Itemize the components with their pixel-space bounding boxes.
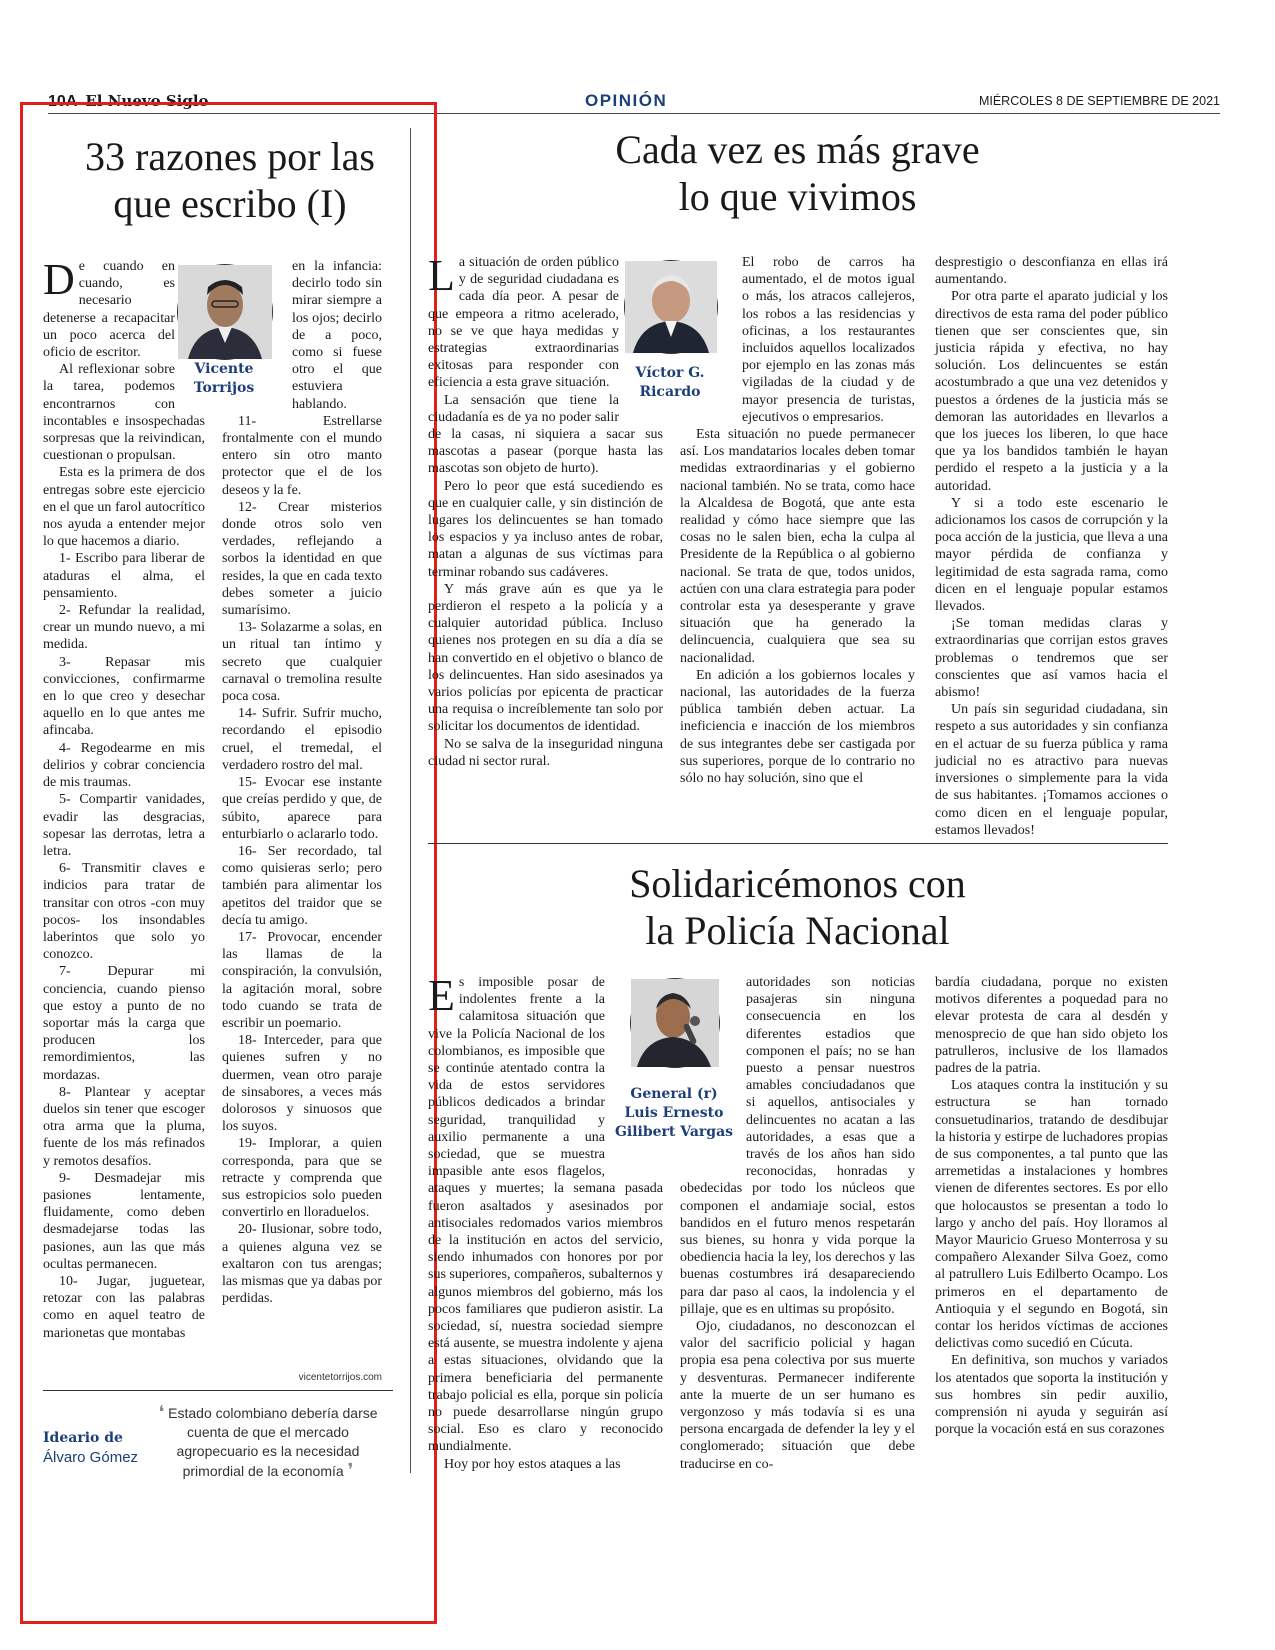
paragraph: 9- Desmadejar mis pasiones lentamente, fluidamente, como deben desmadejarse todas las pasiones, aun las que más ocultas permanecen. [43, 1170, 205, 1272]
paragraph: 6- Transmitir claves e indicios para tratar de transitar con otros -con muy pocos- los insondables laberintos que solo yo conozco. [43, 861, 205, 963]
paragraph: Hoy por hoy estos ataques a las [444, 1456, 621, 1472]
paragraph: 4- Regodearme en mis delirios y cobrar conciencia de mis traumas. [43, 740, 205, 791]
article3-column3 [935, 974, 1168, 1474]
author-last-name: Ricardo [639, 384, 701, 400]
photo-wrap-spacer [680, 254, 742, 419]
article3-column2 [680, 974, 915, 1474]
article1-title [40, 133, 420, 227]
article1-column1 [43, 255, 205, 1382]
paragraph: 5- Compartir vanidades, evadir las desgracias, sopesar las derrotas, letra a letra. [43, 792, 205, 859]
paragraph: 2- Refundar la realidad, crear un mundo nuevo, a mi medida. [43, 603, 205, 653]
paragraph: No se salva de la inseguridad ninguna ciudad ni sector rural. [428, 736, 663, 769]
paragraph: en la infancia: decirlo todo sin mirar siempre a los ojos; decirlo de a poco, como si fuese otro el que estuviera hablando. [292, 259, 382, 412]
paragraph: Esta situación no puede permanecer así. Los mandatarios locales deben tomar medidas extraordinarias y el gobierno nacional también. No se trata, como hace la Alcaldesa de Bogotá, que ante esta realidad y cómo hace siempre que las cosas no le salen bien, echa la culpa al Presidente de la República o al gobierno nacional. Se trata de que, todos unidos, actúen con una clara estrategia para poder controlar esta ya desesperante y grave situación que ha generado la delincuencia, cualquiera que sea su nacionalidad. [680, 427, 915, 666]
paragraph: 18- Interceder, para que quienes sufren y no duermen, vean otro paraje de sinsabores, a veces más dolorosos y sinuosos que los suyos. [222, 1033, 382, 1135]
article2-title-line2: lo que vivimos [678, 174, 917, 220]
paragraph: 15- Evocar ese instante que creías perdido y que, de súbito, aparece para enturbiarlo o aclararlo todo. [222, 775, 382, 842]
open-quote-icon: ❛ [158, 1402, 165, 1422]
paragraph: La sensación que tiene la ciudadanía es de ya no poder salir de la casas, ni siquiera a sacar sus mascotas a pasear (porque hasta las mascotas son objeto de hurto). [428, 392, 663, 477]
article2-column3 [935, 254, 1168, 838]
paragraph: Por otra parte el aparato judicial y los directivos de esta rama del poder público tienen que ser conscientes que, sin justicia rápida y efectiva, no hay solución. Los delincuentes se están acostumbrado a que una vez detenidos y puestos a órdenes de la justicia más se demoran las autoridades en llevarlos a que los jueces los liberen, lo que hace que ya los bandidos también le hayan perdido el respeto a la justicia y a la autoridad. [935, 289, 1168, 494]
photo-wrap-spacer [222, 258, 292, 408]
article3-title [430, 860, 1165, 954]
paragraph: 16- Ser recordado, tal como quisieras serlo; pero también para alimentar los apetitos del traidor que se decía tu amigo. [222, 843, 382, 928]
close-quote-icon: ❜ [347, 1460, 354, 1480]
paragraph: 12- Crear misterios donde otros solo ven verdades, reflejando a sorbos la identidad en que resides, la que en cada texto debes someter a juicio sumarísimo. [222, 499, 382, 619]
ideario-label [43, 1430, 153, 1466]
article2-column2 [680, 254, 915, 824]
paragraph: En definitiva, son muchos y variados los atentados que soporta la institución y sus hombres sin pedir auxilio, comprensión ni ayuda y seguirán así porque la vocación está en sus corazones [935, 1353, 1168, 1438]
author-first-name: Vicente [194, 361, 254, 377]
section-title: OPINIÓN [585, 91, 668, 110]
ideario-separator [43, 1390, 393, 1391]
paragraph: Y más grave aún es que ya le perdieron el respeto a la policía y a cualquier autoridad pública. Incluso quienes nos protegen en su día a día se han convertido en el objetivo o blanco de los delincuentes. Han sido asesinados ya varios policías por epicenta de practicar una requisa o increíblemente tan solo por solicitar los documentos de identidad. [428, 581, 663, 735]
photo-wrap-spacer [175, 258, 205, 408]
paragraph: Y si a todo este escenario le adicionamos los casos de corrupción y la poca acción de la justicia, que lleva a una mayor pérdida de confianza y legitimidad de esta sagrada rama, como dicen en el lenguaje popular estamos llevados. [935, 495, 1168, 615]
author-last-name: Gilibert Vargas [614, 1124, 734, 1140]
author-last-name: Torrijos [193, 380, 255, 396]
photo-wrap-spacer [680, 974, 746, 1172]
dropcap: E [428, 971, 455, 1020]
article3-column1 [428, 971, 663, 1474]
article1-title-line2: que escribo (I) [113, 181, 347, 227]
paragraph: En adición a los gobiernos locales y nacional, las autoridades de la fuerza pública también deben actuar. La ineficiencia e inacción de los miembros de sus integrantes debe ser castigada por sus superiores, porque de lo contrario no sólo no hay solución, sino que el [680, 667, 915, 787]
paragraph: 13- Solazarme a solas, en un ritual tan íntimo y secreto que cualquier carnaval o tremolina resulte poca cosa. [222, 620, 382, 705]
paragraph: e cuando en cuando, es necesario detenerse a recapacitar un poco acerca del oficio de escritor. [43, 259, 175, 361]
article-separator [428, 843, 1168, 844]
paragraph: 8- Plantear y aceptar duelos sin tener que escoger otra arma que la pluma, fuente de los más refinados y remotos desafíos. [43, 1084, 205, 1169]
paragraph: 17- Provocar, encender las llamas de la conspiración, la convulsión, la agitación moral, sobre todo cuando se trata de escribir un poemario. [222, 929, 382, 1031]
paragraph: 10- Jugar, juguetear, retozar con las palabras como en aquel teatro de marionetas que montabas [43, 1273, 205, 1341]
paragraph: 14- Sufrir. Sufrir mucho, recordando el episodio cruel, el tremedal, el verdadero rostro del mal. [222, 706, 382, 773]
paragraph: Un país sin seguridad ciudadana, sin respeto a sus autoridades y sin confianza en el actuar de su fuerza pública y rama judicial no es atractivo para nuevas inversiones o simplemente para la vida de sus habitantes. ¡Tomamos acciones o como dicen en el lenguaje popular, estamos llevados! [935, 702, 1168, 838]
author-first-name: Víctor G. [635, 365, 705, 381]
paragraph: bardía ciudadana, porque no existen motivos diferentes a poquedad para no elevar protesta de cara al desdén y menosprecio de que han sido objeto los patrulleros, inclusive de los llamados padres de la patria. [935, 975, 1168, 1077]
article1-column2 [222, 258, 382, 1368]
paragraph: 20- Ilusionar, sobre todo, a quienes alguna vez se exaltaron con tus arengas; las mismas que ya dabas por perdidas. [222, 1222, 382, 1307]
paragraph: 19- Implorar, a quien corresponda, para que se retracte y comprenda que sus estropicios solo pueden convertirlo en lloraduelos. [222, 1136, 382, 1221]
article2-title-line1: Cada vez es más grave [615, 127, 980, 172]
paragraph: Pero lo peor que está sucediendo es que en cualquier calle, y sin distinción de lugares los delincuentes se han tomado los espacios y ya incluso antes de robar, matan a algunas de sus víctimas para terminar robando sus cadáveres. [428, 478, 663, 580]
article2-column1 [428, 251, 663, 824]
dropcap: D [43, 255, 75, 304]
paragraph: 3- Repasar mis convicciones, confirmarme en lo que creo y desechar aquello en lo que antes me afincaba. [43, 654, 205, 739]
dropcap: L [428, 251, 455, 300]
paragraph: autoridades son noticias pasajeras sin ninguna consecuencia en los diferentes estadios que componen el país; no se han puesto a pensar nuestros amables conciudadanos que si aquellos, antisociales y delincuentes no acatan a las autoridades, a esas que a través de los años han sido reconocidas, honradas y obedecidas por todo los núcleos que componen el andamiaje social, estos bandidos en el futuro menos respetarán sus bienes, su honra y vida porque la obediencia hacia la ley, los derechos y las buenas costumbres irá desapareciendo para dar paso al caos, la indolencia y el pillaje, que es en ultimas su propósito. [680, 975, 915, 1317]
paragraph: 1- Escribo para liberar de ataduras el alma, el pensamiento. [43, 551, 205, 601]
paragraph: Ojo, ciudadanos, no desconozcan el valor del sacrificio policial y hagan propia esa pena colectiva por sus muerte y desventuras. Permanecer indiferente ante la muerte de un ser humano es vergonzoso y más todavía si es una persona encargada de defender la ley y el conglomerado; situación que debe traducirse en co- [680, 1319, 915, 1472]
ideario-title: Ideario de [43, 1430, 123, 1446]
ideario-author: Álvaro Gómez [43, 1449, 139, 1466]
author-first-name: Luis Ernesto [624, 1105, 724, 1121]
article1-title-line1: 33 razones por las [85, 134, 375, 179]
author-website: vicentetorrijos.com [298, 1372, 382, 1383]
article3-title-line1: Solidaricémonos con [629, 861, 966, 906]
paragraph: Al reflexionar sobre la tarea, podemos encontrarnos con incontables e insospechadas sorpresas que la reivindican, cuestionan o propulsan. [43, 362, 205, 464]
paragraph: Los ataques contra la institución y su estructura se han tornado consuetudinarios, tratando de desdibujar la historia y estirpe de luchadores propias de sus componentes, a tal punto que las arremetidas a instalaciones y hombres vienen de diferentes sectores. Es por ello que holocaustos se presentan a todo lo largo y ancho del país. Hoy lloramos al Mayor Mauricio Grueso Monterrosa y su compañero Alexander Silva Goez, como al patrullero Luis Edilberto Ocampo. Los primeros en el departamento de Antioquia y el segundo en Bogotá, sin contar los heridos víctimas de acciones delictivas como sucedió en Cúcuta. [935, 1078, 1168, 1352]
photo-wrap-spacer [619, 254, 663, 414]
page-number: 10A [48, 93, 78, 110]
paragraph: 7- Depurar mi conciencia, cuando pienso que estoy a punto de no soportar más la carga que producen los remordimientos, las mordazas. [43, 964, 205, 1083]
paragraph: El robo de carros ha aumentado, el de motos igual o más, los atracos callejeros, los robos a las residencias y oficinas, a los restaurantes incluidos aquellos localizados por ejemplo en las zonas más vigiladas de la ciudad y de mayor presencia de turistas, ejecutivos o empresarios. [742, 255, 915, 425]
publication-name: El Nuevo Siglo [85, 92, 209, 110]
photo-wrap-spacer [605, 974, 663, 1174]
article2-title [430, 126, 1165, 220]
paragraph: ¡Se toman medidas claras y extraordinarias que corrijan estos graves problemas o tendremos que ser conscientes que así vamos hacia el abismo! [935, 616, 1168, 701]
paragraph: Esta es la primera de dos entregas sobre este ejercicio en el que un farol autocrítico nos ayuda a entender mejor lo que hacemos a diario. [43, 465, 205, 550]
article3-title-line2: la Policía Nacional [645, 908, 950, 954]
issue-date: MIÉRCOLES 8 DE SEPTIEMBRE DE 2021 [978, 94, 1220, 108]
paragraph: 11- Estrellarse frontalmente con el mundo entero sin otro manto protector que el de los deseos y la fe. [222, 413, 382, 498]
paragraph: desprestigio o desconfianza en ellas irá aumentando. [935, 255, 1168, 288]
paragraph: s imposible posar de indolentes frente a la calamitosa situación que vive la Policía Nacional de los colombianos, es imposible que se continúe atentado contra la vida de estos servidores públicos dedicados a brindar seguridad, tranquilidad y auxilio permanente a una sociedad, que se muestra impasible ante esos flagelos, ataques y muertes; la semana pasada fueron asaltados y asesinados por antisociales redomados varios miembros de la institución en actos del servicio, siendo inhumados con honores por por sus superiores, compañeros, subalternos y algunos miembros del gobierno, más los pocos familiares que pudieron asistir. La sociedad, sí, nuestra sociedad siempre está ausente, se muestra indolente y ajena a estas situaciones, olvidando que la primera beneficiaria del permanente trabajo policial es ella, porque sin policía no puede desarrollarse ningún grupo social. Eso es claro y reconocido mundialmente. [428, 975, 663, 1455]
ideario-quote-text: Estado colombiano debería darse cuenta de que el mercado agropecuario es la necesidad primordial de la economía [168, 1405, 378, 1479]
column-rule [410, 128, 411, 1473]
paragraph: a situación de orden público y de seguridad ciudadana es cada día peor. A pesar de que empeora a ritmo acelerado, no se ve que haya medidas y estrategias extraordinarias exitosas para responder con eficiencia a esta grave situación. [428, 255, 619, 391]
ideario-quote [158, 1403, 378, 1481]
author-rank: General (r) [630, 1086, 718, 1102]
